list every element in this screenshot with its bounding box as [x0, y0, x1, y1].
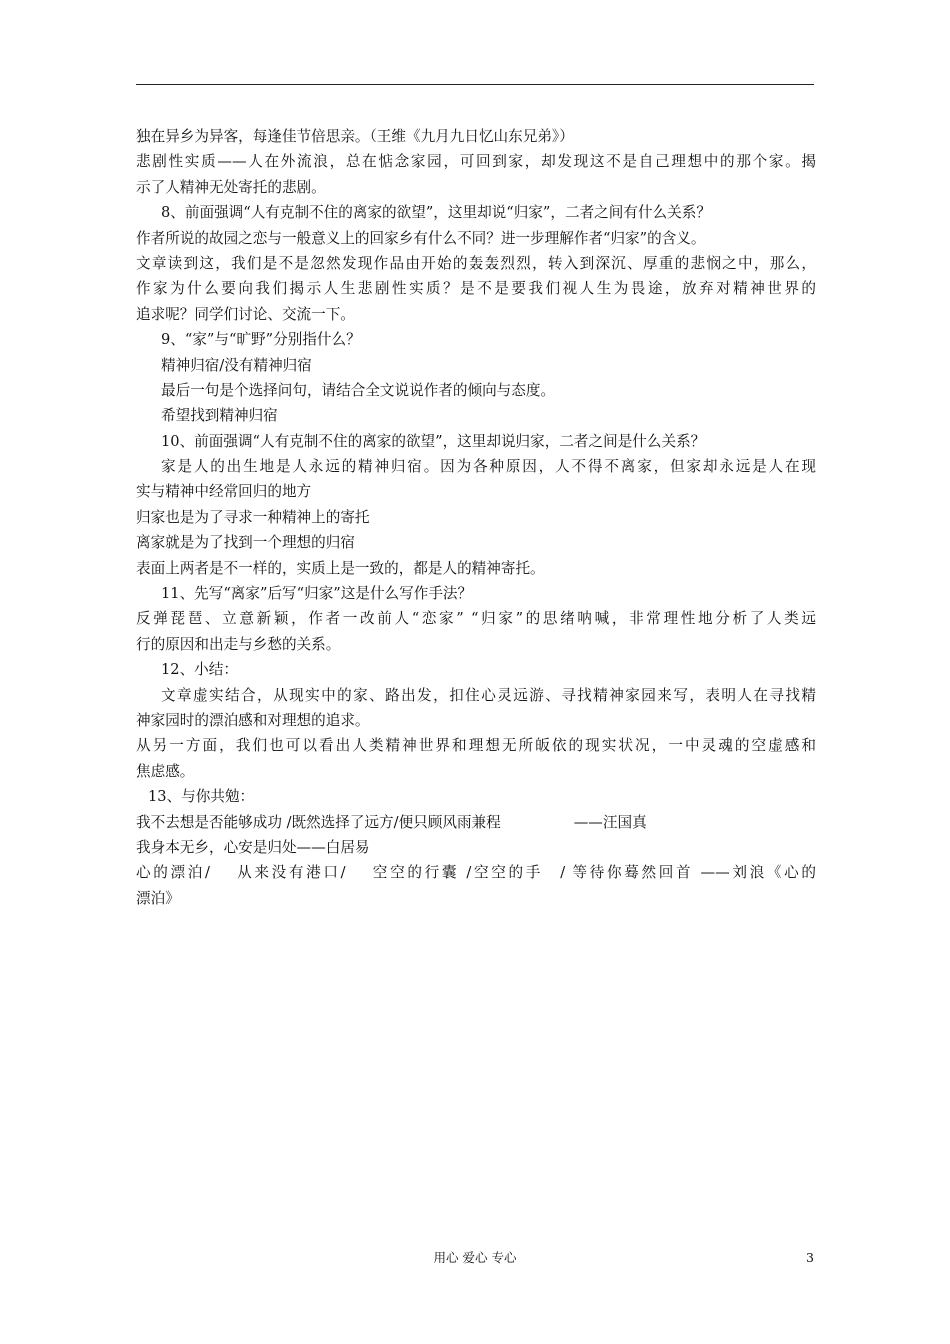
answer-line: 反弹琵琶、立意新颖，作者一改前人“恋家” “归家”的思绪呐喊，非常理性地分析了人类远 [136, 610, 816, 628]
text-line: 作家为什么要向我们揭示人生悲剧性实质？是不是要我们视人生为畏途，放弃对精神世界的 [136, 280, 816, 298]
footer-motto: 用心 爱心 专心 [433, 1250, 517, 1265]
text-line: 独在异乡为异客，每逢佳节倍思亲。（王维《九月九日忆山东兄弟》） [136, 128, 574, 145]
text-line: 离家就是为了找到一个理想的归宿 [136, 534, 355, 552]
text-line: 行的原因和出走与乡愁的关系。 [136, 635, 341, 653]
text-line: 文章读到这，我们是不是忽然发现作品由开始的轰轰烈烈，转入到深沉、厚重的悲悯之中，那么， [136, 254, 816, 272]
text-line: 实与精神中经常回归的地方 [136, 483, 312, 501]
question-8: 8、前面强调“人有克制不住的离家的欲望”，这里却说“归家”，二者之间有什么关系？ [161, 204, 711, 222]
question-9: 9、“家”与“旷野”分别指什么？ [161, 331, 361, 349]
answer-line: 家是人的出生地是人永远的精神归宿。因为各种原因，人不得不离家，但家却永远是人在现 [161, 458, 816, 476]
text-line: 作者所说的故园之恋与一般意义上的回家乡有什么不同？进一步理解作者“归家”的含义。 [136, 229, 706, 247]
text-line: 悲剧性实质——人在外流浪，总在惦念家园，可回到家，却发现这不是自己理想中的那个家。揭 [136, 153, 816, 171]
quote-line: 心的漂泊/ 从来没有港口/ 空空的行囊 /空空的手 / 等待你蓦然回首 ——刘浪《心的 [136, 864, 816, 882]
answer-line: 精神归宿/没有精神归宿 [161, 356, 312, 374]
text-line: 表面上两者是不一样的，实质上是一致的，都是人的精神寄托。 [136, 559, 545, 577]
quote-line: 我不去想是否能够成功 /既然选择了远方/便只顾风雨兼程 ——汪国真 [136, 813, 647, 831]
quote-line: 漂泊》 [136, 889, 180, 907]
page-number: 3 [806, 1250, 814, 1265]
text-line: 归家也是为了寻求一种精神上的寄托 [136, 508, 370, 526]
header-rule [136, 84, 814, 85]
text-line: 最后一句是个选择问句，请结合全文说说作者的倾向与态度。 [161, 381, 556, 399]
question-10: 10、前面强调“人有克制不住的离家的欲望”，这里却说归家，二者之间是什么关系？ [161, 432, 706, 450]
text-line: 焦虑感。 [136, 762, 195, 780]
text-line: 示了人精神无处寄托的悲剧。 [136, 178, 326, 196]
section-encouragement: 13、与你共勉： [148, 788, 255, 806]
question-11: 11、先写“离家”后写“归家”这是什么写作手法？ [161, 585, 473, 603]
quote-line: 我身本无乡，心安是归处——白居易 [136, 838, 370, 856]
text-line: 文章虚实结合，从现实中的家、路出发，扣住心灵远游、寻找精神家园来写，表明人在寻找精 [161, 686, 816, 704]
text-line: 神家园时的漂泊感和对理想的追求。 [136, 711, 370, 729]
document-body [136, 124, 816, 911]
text-line: 追求呢？同学们讨论、交流一下。 [136, 305, 355, 323]
section-summary: 12、小结： [161, 661, 238, 679]
text-line: 从另一方面，我们也可以看出人类精神世界和理想无所皈依的现实状况，一中灵魂的空虚感和 [136, 737, 816, 755]
answer-line: 希望找到精神归宿 [161, 407, 278, 425]
